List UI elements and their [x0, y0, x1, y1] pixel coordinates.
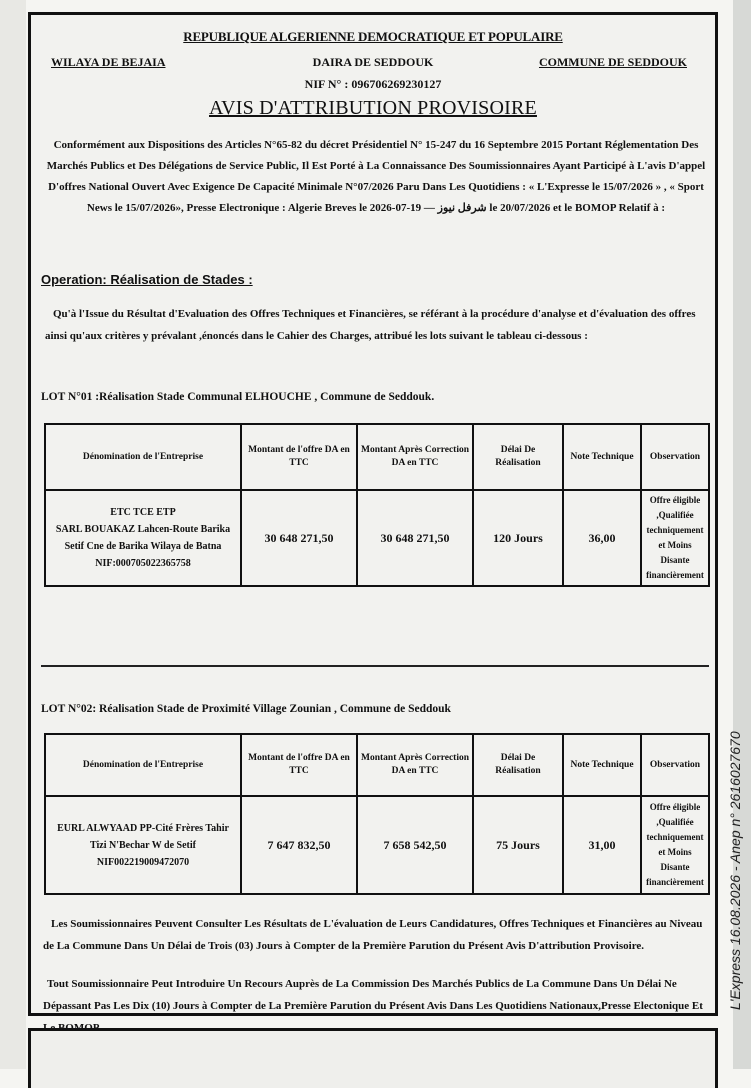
wilaya-label: WILAYA DE BEJAIA [51, 55, 166, 69]
header-observation: Observation [641, 734, 709, 796]
public-notice-frame [28, 12, 718, 1016]
entreprise-cell [45, 796, 241, 894]
table-header-row [45, 734, 709, 796]
header-entreprise: Dénomination de l'Entreprise [45, 734, 241, 796]
lot-2-table [44, 733, 710, 895]
page-background-left [0, 0, 26, 1069]
section-divider [41, 665, 709, 667]
observation-cell [641, 796, 709, 894]
commune-label: COMMUNE DE SEDDOUK [538, 55, 687, 69]
montant-offre-cell: 7 647 832,50 [241, 796, 357, 894]
header-note: Note Technique [563, 424, 641, 490]
entreprise-line: SARL BOUAKAZ Lahcen-Route Barika [55, 524, 231, 535]
delai-cell: 75 Jours [473, 796, 563, 894]
lot-1-title: LOT N°01 :Réalisation Stade Communal ELHOUCHE , Commune de Seddouk. [41, 391, 435, 403]
daira-label: DAIRA DE SEDDOUK [312, 55, 434, 69]
observation-line: et Moins Disante [658, 540, 692, 565]
header-montant-correction: Montant Après Correction DA en TTC [357, 734, 473, 796]
montant-correction-cell: 7 658 542,50 [357, 796, 473, 894]
table-header-row [45, 424, 709, 490]
delai-cell: 120 Jours [473, 490, 563, 586]
entreprise-line: Setif Cne de Barika Wilaya de Batna [64, 541, 222, 552]
observation-line: techniquement [646, 525, 704, 535]
intro-paragraph: Conformément aux Dispositions des Articles N°65-82 du décret Présidentiel N° 15-247 du 16 Septembre 2015 Portant Réglementation Des Marchés Publics et Des Délégations de Service Public, Il Est Porté à La Connaissance Des Soumissionnaires Ayant Participé à L'avis D'appel D'offres National Ouvert Avec Exigence De Capacité Minimale N°07/2026 Paru Dans Les Quotidiens : « L'Expresse le 15/07/2026 » , « Sport News le 15/07/2026», Presse Electronique : Algerie Breves le 2026-07-19 — شرفل نيوز le 20/07/2026 et le BOMOP Relatif à : [46, 139, 706, 214]
observation-line: et Moins Disante [658, 847, 692, 872]
observation-line: techniquement [646, 832, 704, 842]
table-row [45, 796, 709, 894]
evaluation-paragraph: Qu'à l'Issue du Résultat d'Evaluation des Offres Techniques et Financières, se référant à la procédure d'analyse et d'évaluation des offres ainsi qu'aux critères y prévalant ,énoncés dans le Cahier des Charges, attribué les lots suivant le tableau ci-dessous : [45, 308, 696, 342]
header-observation: Observation [641, 424, 709, 490]
observation-line: financièrement [646, 570, 704, 580]
entreprise-line: ETC TCE ETP [110, 507, 176, 518]
next-notice-frame [28, 1028, 718, 1088]
lot-2-title: LOT N°02: Réalisation Stade de Proximité Village Zounian , Commune de Seddouk [41, 703, 451, 715]
entreprise-line: EURL ALWYAAD PP-Cité Frères Tahir [57, 822, 229, 834]
observation-cell [641, 490, 709, 586]
lot-1-table [44, 423, 710, 587]
header-delai: Délai De Réalisation [473, 424, 563, 490]
observation-line: financièrement [646, 877, 704, 887]
header-entreprise: Dénomination de l'Entreprise [45, 424, 241, 490]
operation-heading: Operation: Réalisation de Stades : [41, 272, 253, 287]
entreprise-line: NIF:000705022365758 [95, 558, 191, 569]
nif-number: NIF N° : 096706269230127 [304, 77, 442, 91]
header-montant-correction: Montant Après Correction DA en TTC [357, 424, 473, 490]
observation-line: Offre éligible ,Qualifiée [649, 495, 701, 520]
entreprise-line: NIF002219009472070 [96, 856, 190, 868]
note-cell: 36,00 [563, 490, 641, 586]
republic-heading: REPUBLIQUE ALGERIENNE DEMOCRATIQUE ET POPULAIRE [183, 29, 563, 44]
montant-correction-cell: 30 648 271,50 [357, 490, 473, 586]
observation-line: Offre éligible ,Qualifiée [649, 802, 701, 827]
appeal-paragraph: Tout Soumissionnaire Peut Introduire Un Recours Auprès de La Commission Des Marchés Publics de La Commune Dans Un Délai Ne Dépassant Pas Les Dix (10) Jours à Compter de La Première Parution du Présent Avis Dans Les Quotidiens Nationaux,Presse Electonique Et [43, 978, 703, 1012]
note-cell: 31,00 [563, 796, 641, 894]
table-row [45, 490, 709, 586]
publication-stamp: L'Express 16.08.2026 - Anep n° 2616027670 [727, 731, 743, 1010]
header-montant-offre: Montant de l'offre DA en TTC [241, 424, 357, 490]
header-montant-offre: Montant de l'offre DA en TTC [241, 734, 357, 796]
header-delai: Délai De Réalisation [473, 734, 563, 796]
entreprise-line: Tizi N'Bechar W de Setif [90, 839, 196, 851]
montant-offre-cell: 30 648 271,50 [241, 490, 357, 586]
notice-title: AVIS D'ATTRIBUTION PROVISOIRE [209, 97, 537, 119]
header-note: Note Technique [563, 734, 641, 796]
consultation-paragraph: Les Soumissionnaires Peuvent Consulter Les Résultats de L'évaluation de Leurs Candidatures, Offres Techniques et Financières au Niveau de La Commune Dans Un Délai de Trois (03) Jours à Compter de la Première Parution du Présent Avis D'attribution Provisoire. [43, 918, 703, 952]
entreprise-cell [45, 490, 241, 586]
